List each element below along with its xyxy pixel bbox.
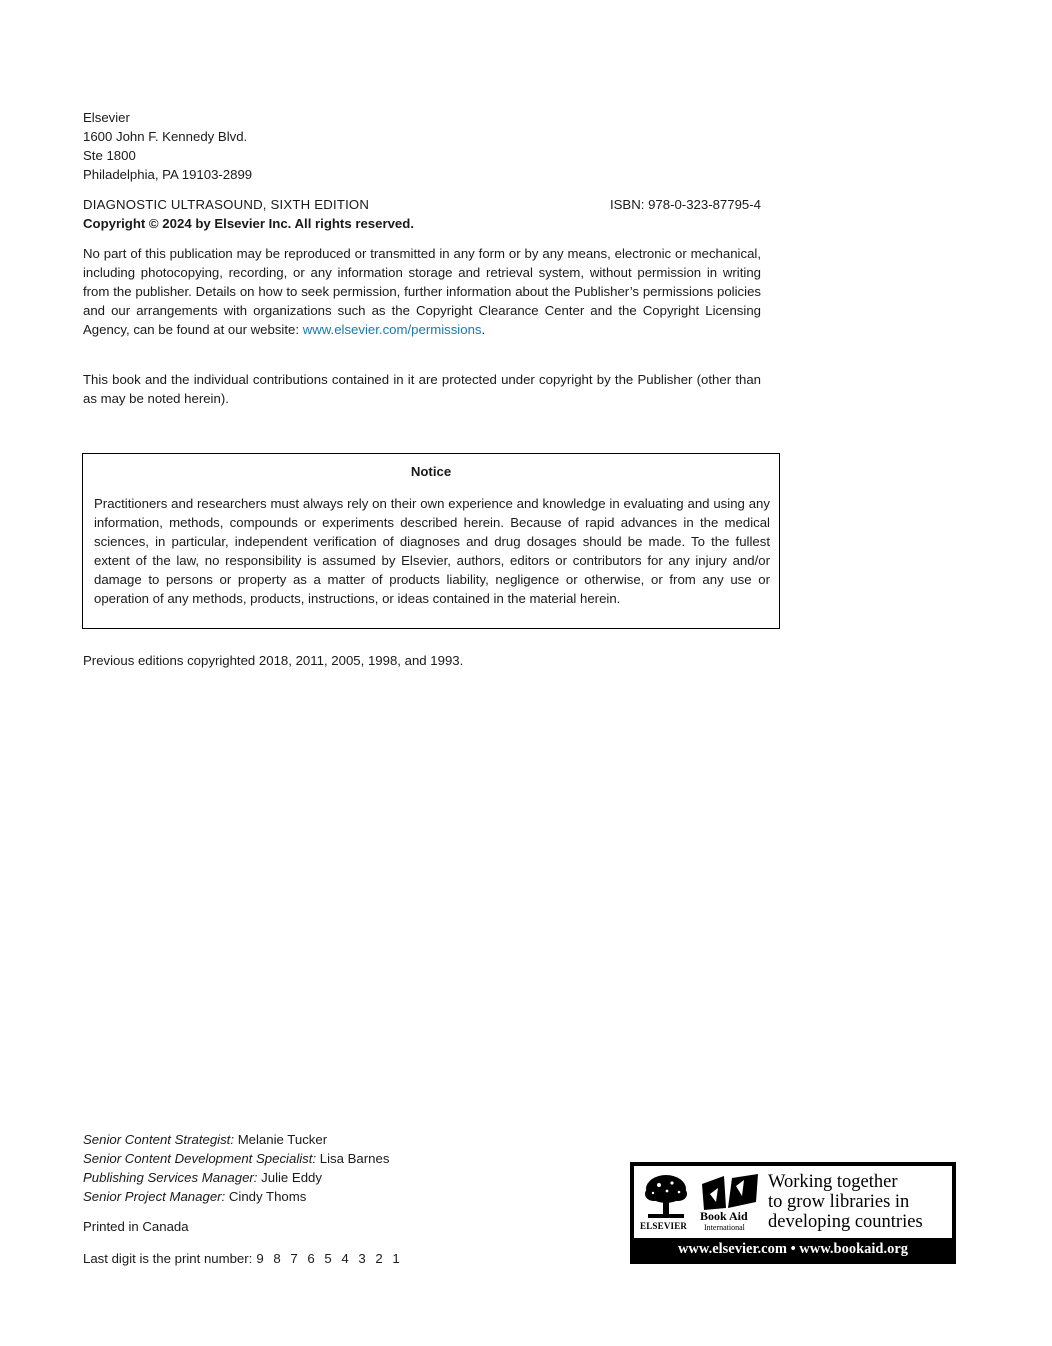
previous-editions: Previous editions copyrighted 2018, 2011, 2005, 1998, and 1993. xyxy=(83,653,464,668)
publisher-name: Elsevier xyxy=(83,110,130,125)
publisher-street: 1600 John F. Kennedy Blvd. xyxy=(83,129,248,144)
notice-title: Notice xyxy=(410,464,452,479)
tagline-line: developing countries xyxy=(768,1212,923,1232)
credit-role: Publishing Services Manager: xyxy=(83,1170,258,1185)
book-title: DIAGNOSTIC ULTRASOUND, SIXTH EDITION xyxy=(83,197,370,212)
credit-role: Senior Content Development Specialist: xyxy=(83,1151,317,1166)
bookaid-tagline xyxy=(768,1172,952,1232)
notice-text: Practitioners and researchers must always rely on their own experience and knowledge in evaluating and using any information, methods, compounds or experiments described herein. Because of rapid advances in the medical sciences, in particular, independent verification of diagnoses and drug dosages should be made. To the fullest extent of the law, no responsibility is assumed by Elsevier, authors, editors or contributors for any injury and/or damage to persons or property as a matter of products liability, negligence or otherwise, or from any use or operation of any methods, products, instructions, or ideas contained in the material herein. xyxy=(94,496,770,606)
publisher-suite: Ste 1800 xyxy=(83,148,136,163)
bookaid-logo-panel xyxy=(634,1166,952,1238)
credit-name: Cindy Thoms xyxy=(228,1189,307,1204)
print-number-line xyxy=(83,1249,403,1268)
print-number-label: Last digit is the print number: xyxy=(83,1251,253,1266)
publisher-city: Philadelphia, PA 19103-2899 xyxy=(83,167,253,182)
title-isbn-row xyxy=(83,195,761,214)
credit-name: Julie Eddy xyxy=(261,1170,322,1185)
notice-box xyxy=(82,453,780,629)
publisher-address xyxy=(83,108,483,184)
tagline-line: to grow libraries in xyxy=(768,1192,910,1212)
credit-row xyxy=(83,1168,543,1187)
credit-row xyxy=(83,1187,543,1206)
bookaid-international: International xyxy=(704,1223,745,1232)
permissions-text: No part of this publication may be reproduced or transmitted in any form or by any means, electronic or mechanical, including photocopying, recording, or any information storage and retrieval system, without permission in writing from the publisher. Details on how to seek permission, further information about the Publisher’s permissions policies and our arrangements with organizations such as the Copyright Clearance Center and the Copyright Licensing Agency, can be found at our website: xyxy=(83,246,761,337)
isbn: ISBN: 978-0-323-87795-4 xyxy=(609,197,761,212)
credit-role: Senior Content Strategist: xyxy=(83,1132,235,1147)
permissions-period: . xyxy=(481,322,486,337)
credit-role: Senior Project Manager: xyxy=(83,1189,226,1204)
permissions-link[interactable]: www.elsevier.com/permissions xyxy=(302,322,482,337)
protection-paragraph: This book and the individual contributions contained in it are protected under copyright by the Publisher (other than as may be noted herein). xyxy=(83,372,761,406)
credits-list xyxy=(83,1130,543,1206)
elsevier-tree-icon xyxy=(642,1172,690,1220)
bookaid-name: Book Aid xyxy=(700,1209,748,1223)
print-number-digits: 9 8 7 6 5 4 3 2 1 xyxy=(256,1251,403,1266)
credit-row xyxy=(83,1130,543,1149)
bookaid-urls: www.elsevier.com • www.bookaid.org xyxy=(677,1241,909,1257)
bookaid-book-icon xyxy=(700,1172,762,1212)
credit-name: Melanie Tucker xyxy=(237,1132,328,1147)
credit-row xyxy=(83,1149,543,1168)
printed-in: Printed in Canada xyxy=(83,1219,189,1234)
tagline-line: Working together xyxy=(768,1172,898,1192)
credit-name: Lisa Barnes xyxy=(319,1151,390,1166)
permissions-paragraph xyxy=(83,244,761,339)
copyright-line: Copyright © 2024 by Elsevier Inc. All rights reserved. xyxy=(83,216,414,231)
elsevier-wordmark: ELSEVIER xyxy=(640,1221,688,1231)
bookaid-logo xyxy=(630,1162,956,1264)
